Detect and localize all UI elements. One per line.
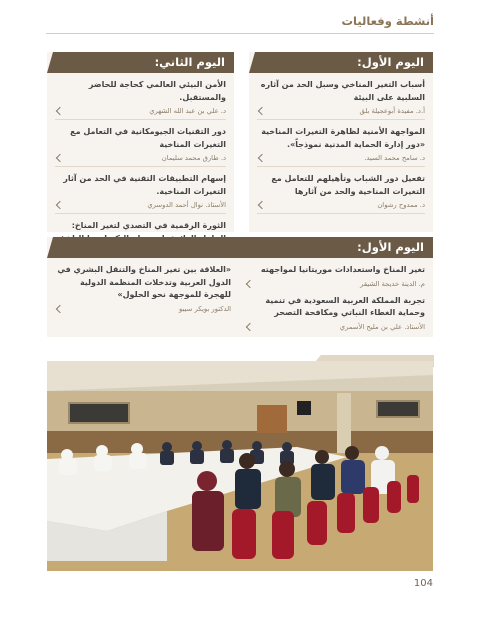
- session-item: [257, 126, 425, 167]
- speaker-name: د. سامح محمد السيد.: [364, 154, 425, 162]
- title-divider: [46, 33, 434, 34]
- speaker-name: د. ممدوح رشوان: [377, 201, 425, 209]
- session-speaker: [245, 279, 425, 289]
- session-title: تجربة المملكة العربية السعودية في تنمية وحماية الغطاء النباتي ومكافحة التصحر: [265, 295, 425, 317]
- session-title: أسباب التغير المناخي وسبل الحد من آثاره السلبية على البيئة: [260, 80, 425, 102]
- session-title: دور التقنيات الجيومكانية في التعامل مع التغيرات المناخية: [70, 127, 226, 149]
- speaker-name: م. الدينة خديجة الشيقر: [360, 279, 425, 288]
- meeting-photo: [47, 361, 433, 571]
- chevron-left-icon: [56, 154, 64, 162]
- day-one-heading: اليوم الأول:: [249, 52, 433, 73]
- chevron-left-icon: [258, 107, 266, 115]
- session-speaker: [55, 304, 231, 317]
- session-speaker: [257, 106, 425, 120]
- day-one-second-heading: اليوم الأول:: [47, 237, 433, 258]
- session-speaker: [257, 200, 425, 214]
- speaker-name: الأستاذ. علي بن مليح الأسمري: [339, 322, 425, 331]
- session-item: [55, 264, 231, 317]
- chevron-left-icon: [246, 322, 254, 330]
- session-title: تفعيل دور الشباب وتأهيلهم للتعامل مع التغيرات المناخية والحد من آثارها: [271, 174, 425, 196]
- chevron-left-icon: [258, 201, 266, 209]
- session-title: «العلاقة بين تغير المناخ والتنقل البشري في الدول العربية وتدخلات المنظمة الدولية للهجرة للموجهة نحو الحلول»: [57, 265, 232, 299]
- session-title: تغير المناخ واستعدادات موريتانيا لمواجهته: [260, 265, 425, 274]
- page-number: 104: [413, 578, 433, 589]
- chevron-left-icon: [258, 154, 266, 162]
- session-item: [55, 126, 226, 167]
- session-speaker: [55, 106, 226, 120]
- meeting-room-illustration: [47, 361, 433, 571]
- session-speaker: [257, 153, 425, 167]
- chevron-left-icon: [56, 107, 64, 115]
- speaker-name: أ.د. مفيدة أبوعجيلة بلق: [359, 107, 425, 115]
- speaker-name: د. طارق محمد سليمان: [161, 154, 226, 162]
- session-speaker: [55, 153, 226, 167]
- bottom-right-column: [245, 264, 425, 341]
- session-item: [245, 295, 425, 335]
- bottom-left-column: [55, 264, 231, 341]
- session-title: المواجهة الأمنية لظاهرة التغيرات المناخية «دور إدارة الحماية المدنية نموذجاً».: [261, 127, 425, 149]
- session-title: الأمن البيئي العالمي كحاجة للحاضر والمستقبل.: [88, 80, 226, 102]
- session-item: [245, 264, 425, 277]
- session-item: [55, 173, 226, 214]
- chevron-left-icon: [246, 279, 254, 287]
- day-two-panel: [47, 52, 234, 232]
- session-item: [257, 79, 425, 120]
- speaker-name: د. علي بن عبد الله الشهري: [149, 107, 226, 115]
- chevron-left-icon: [56, 304, 64, 312]
- page-title: أنشطة وفعاليات: [341, 14, 434, 28]
- chevron-left-icon: [56, 201, 64, 209]
- speaker-name: الأستاذ. نوال أحمد الدوسري: [147, 201, 226, 209]
- session-title: إسهام التطبيقات التقنية في الحد من آثار التغيرات المناخية.: [63, 174, 226, 196]
- day-one-second-panel: [47, 237, 433, 337]
- session-title: الثورة الرقمية في التصدي لتغير المناخ:: [71, 221, 226, 230]
- session-speaker: [55, 200, 226, 214]
- session-speaker: [245, 322, 425, 335]
- session-item: [257, 173, 425, 214]
- day-two-heading: اليوم الثاني:: [47, 52, 234, 73]
- session-item: [55, 79, 226, 120]
- speaker-name: الدكتور بويكر سيبو: [179, 304, 232, 313]
- session-item: [245, 279, 425, 289]
- day-one-panel: [249, 52, 433, 232]
